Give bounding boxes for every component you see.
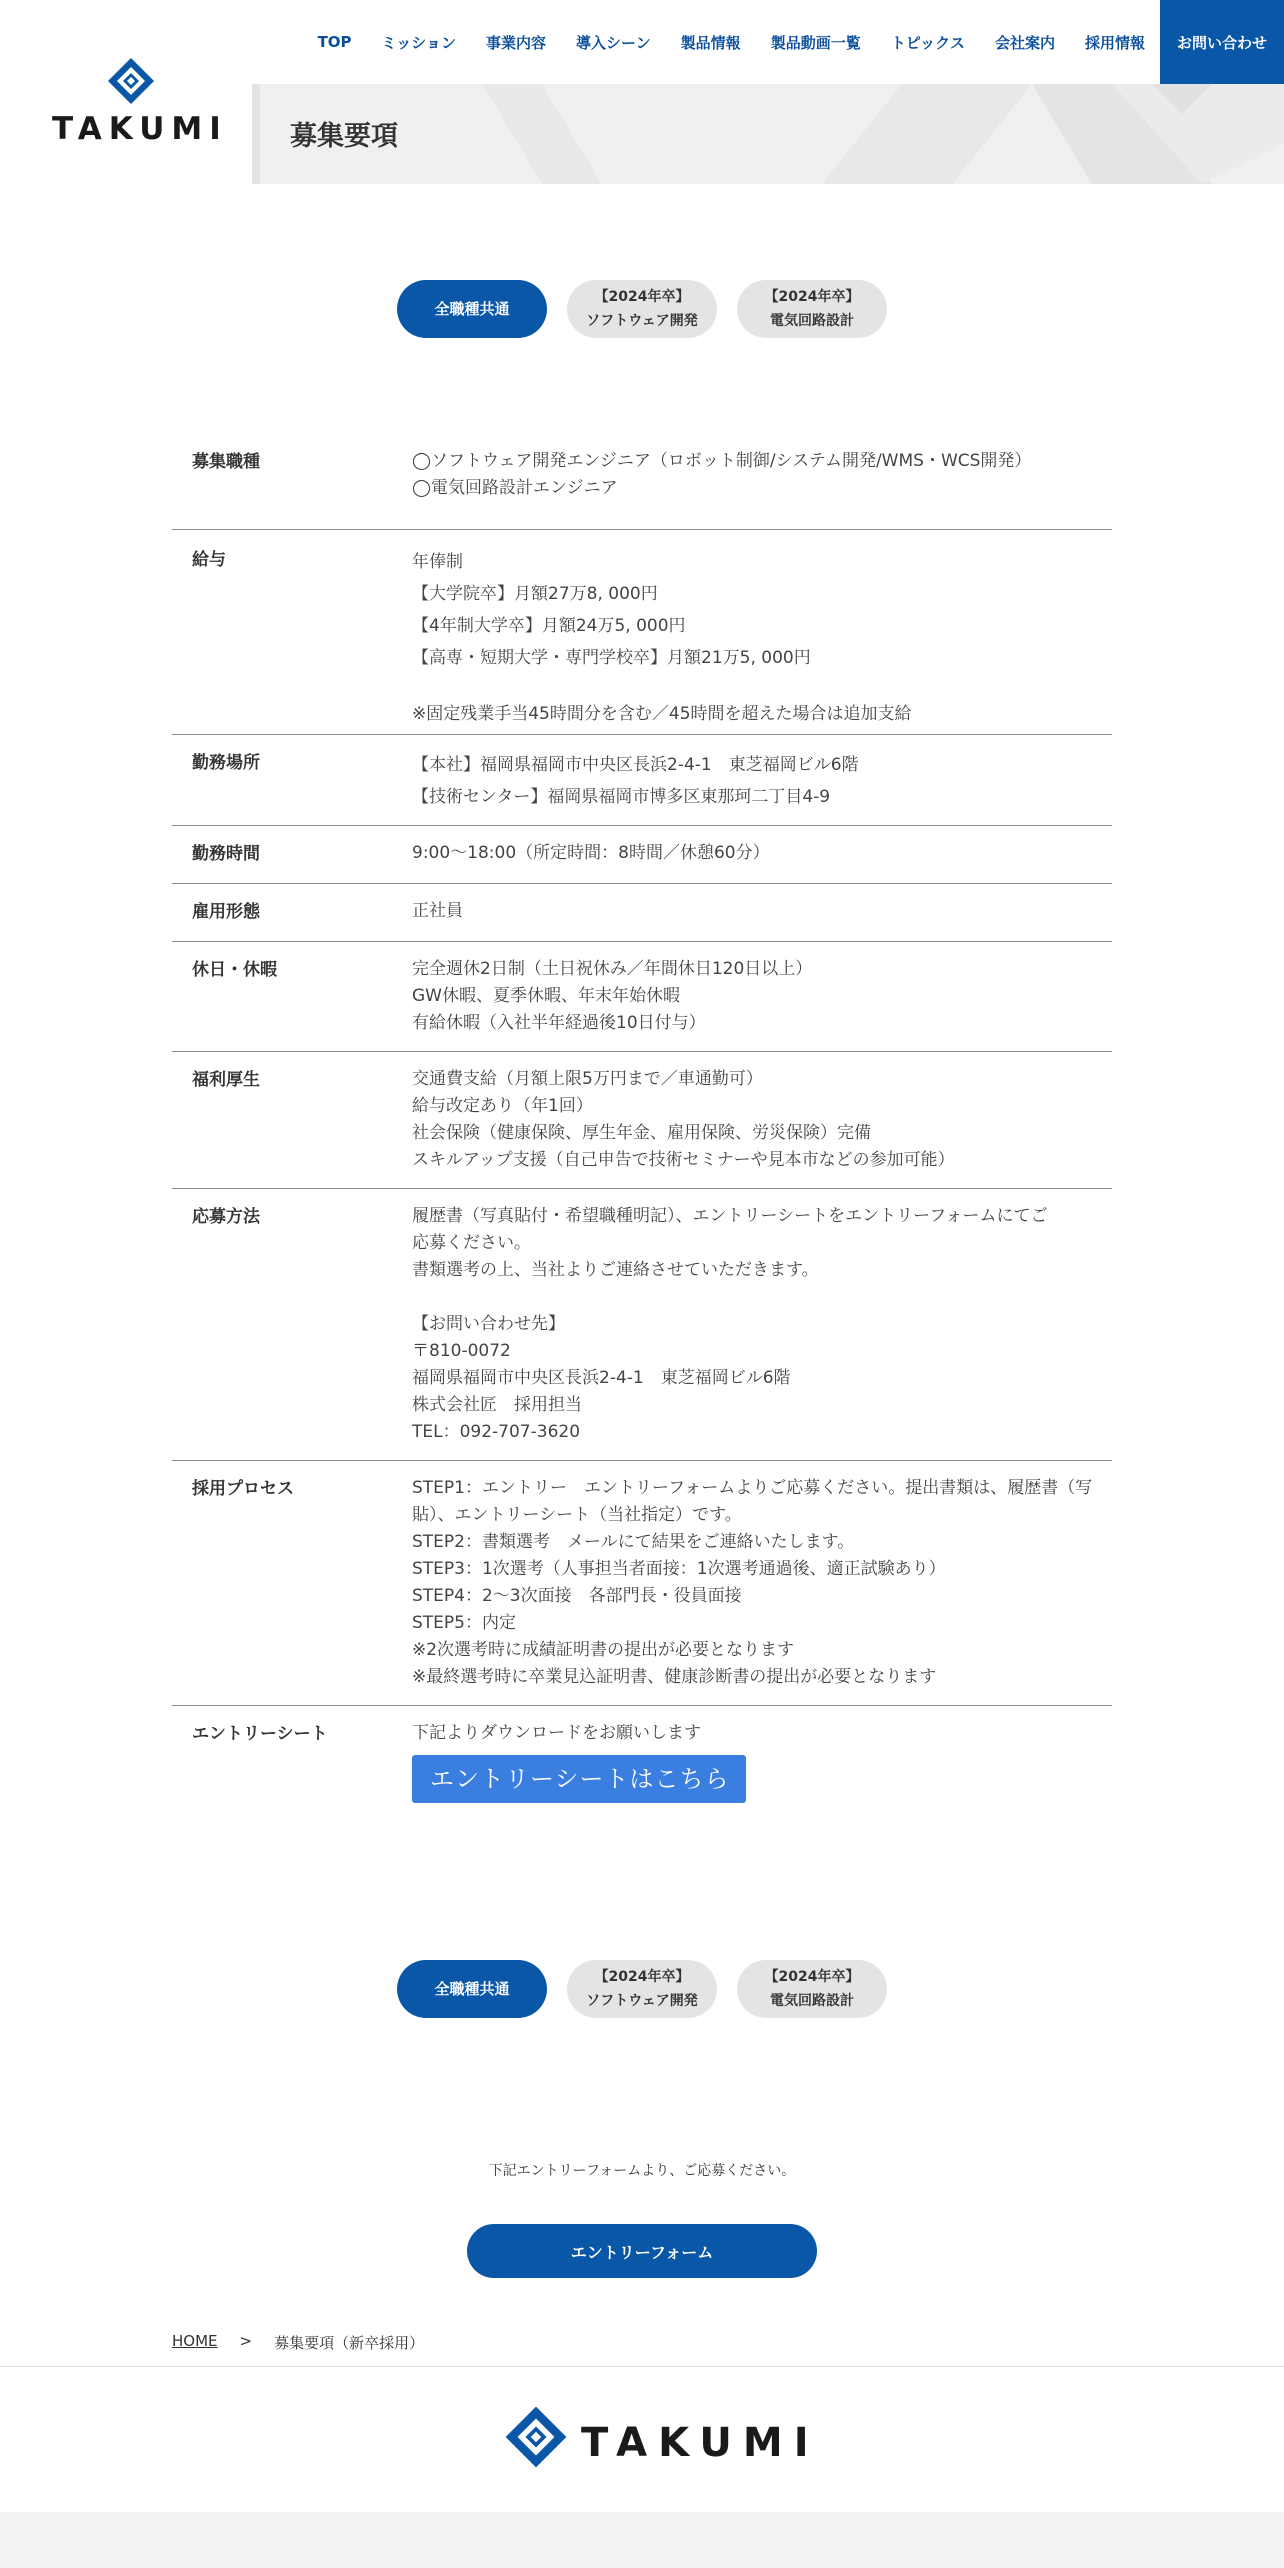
page-hero	[252, 84, 1284, 184]
table-row-hours	[172, 826, 1112, 884]
hero-pattern	[252, 84, 1284, 184]
value-line: 【お問い合わせ先】	[412, 1314, 565, 1334]
row-label: 福利厚生	[192, 1070, 260, 1090]
breadcrumb-home[interactable]: HOME	[172, 2332, 218, 2350]
hero-edge	[252, 84, 260, 184]
row-label: 給与	[192, 550, 226, 570]
nav-item-business[interactable]: 事業内容	[485, 33, 546, 52]
value-line: 履歴書（写真貼付・希望職種明記）、エントリーシートをエントリーフォームにてご	[412, 1206, 1048, 1226]
value-line: ※2次選考時に成績証明書の提出が必要となります	[412, 1640, 795, 1660]
value-line: 【大学院卒】月額27万8, 000円	[412, 584, 658, 604]
tab-label: 電気回路設計	[770, 1993, 854, 2009]
row-label: 勤務場所	[192, 753, 260, 773]
value-spacer	[412, 674, 1072, 701]
breadcrumb-current: 募集要項（新卒採用）	[274, 2334, 425, 2352]
table-row-process	[172, 1461, 1112, 1706]
row-value	[412, 546, 1072, 728]
diamond-logo-icon	[106, 56, 156, 106]
value-line: 下記よりダウンロードをお願いします	[412, 1723, 701, 1743]
tab-label: 【2024年卒】	[594, 1968, 690, 1985]
value-spacer	[412, 1284, 1072, 1311]
value-line: ※最終選考時に卒業見込証明書、健康診断書の提出が必要となります	[412, 1667, 937, 1687]
page-title: 募集要項	[290, 121, 398, 152]
row-value	[412, 956, 1072, 1037]
tab-label: 【2024年卒】	[594, 288, 690, 305]
value-line: 正社員	[412, 901, 463, 921]
value-line: 9:00〜18:00（所定時間：8時間／休憩60分）	[412, 843, 770, 863]
table-row-location	[172, 735, 1112, 826]
value-line: 貼）、エントリーシート（当社指定）です。	[412, 1505, 742, 1525]
value-line: ◯ソフトウェア開発エンジニア（ロボット制御/システム開発/WMS・WCS開発）	[412, 451, 1032, 471]
value-line: GW休暇、夏季休暇、年末年始休暇	[412, 986, 680, 1006]
entry-sheet-download-button[interactable]: エントリーシートはこちら	[412, 1755, 746, 1803]
value-line: STEP2：書類選考 メールにて結果をご連絡いたします。	[412, 1532, 855, 1552]
row-value	[412, 840, 1072, 869]
value-line: ◯電気回路設計エンジニア	[412, 478, 618, 498]
nav-item-topics[interactable]: トピックス	[890, 33, 965, 52]
value-line: 完全週休2日制（土日祝休み／年間休日120日以上）	[412, 959, 813, 979]
value-line: STEP4：2〜3次面接 各部門長・役員面接	[412, 1586, 742, 1606]
value-line: STEP5：内定	[412, 1613, 516, 1633]
tab-circuit[interactable]	[737, 1960, 887, 2018]
row-label: 休日・休暇	[192, 960, 277, 980]
value-line: 【高専・短期大学・専門学校卒】月額21万5, 000円	[412, 648, 811, 668]
row-label: 応募方法	[192, 1207, 260, 1227]
diamond-logo-icon	[503, 2404, 569, 2470]
footer-logo[interactable]	[503, 2404, 820, 2474]
nav-item-products[interactable]: 製品情報	[680, 33, 741, 52]
entry-guide-text: 下記エントリーフォームより、ご応募ください。	[488, 2163, 796, 2179]
row-value	[412, 1066, 1072, 1174]
value-line: 株式会社匠 採用担当	[412, 1395, 582, 1415]
tab-label: ソフトウェア開発	[586, 313, 698, 329]
row-value	[412, 1475, 1093, 1691]
row-value	[412, 1203, 1072, 1446]
table-row-positions	[172, 427, 1112, 530]
tab-all-jobs[interactable]	[397, 1960, 547, 2018]
value-spacer	[412, 502, 1072, 529]
footer-divider	[0, 2366, 1284, 2367]
tab-label: 全職種共通	[434, 299, 510, 318]
nav-item-mission[interactable]: ミッション	[381, 33, 456, 52]
recruitment-table	[172, 427, 1112, 1803]
breadcrumb	[172, 2332, 424, 2353]
table-row-entry-sheet	[172, 1706, 1112, 1803]
header-logo[interactable]	[0, 0, 252, 184]
value-line: 有給休暇（入社半年経過後10日付与）	[412, 1013, 706, 1033]
footer-brand-name: TAKUMI	[581, 2420, 820, 2466]
tab-label: 【2024年卒】	[764, 288, 860, 305]
tab-label: ソフトウェア開発	[586, 1993, 698, 2009]
row-label: 採用プロセス	[192, 1479, 294, 1499]
category-tabs-bottom	[0, 1960, 1284, 2018]
row-label: 雇用形態	[192, 902, 260, 922]
value-line: 【技術センター】福岡県福岡市博多区東那珂二丁目4-9	[412, 787, 831, 807]
nav-item-scenes[interactable]: 導入シーン	[575, 33, 651, 52]
row-value	[412, 1720, 1072, 1803]
value-line: 応募ください。	[412, 1233, 531, 1253]
table-row-employment	[172, 884, 1112, 942]
table-row-salary	[172, 530, 1112, 735]
tab-label: 全職種共通	[434, 1979, 510, 1998]
tab-all-jobs[interactable]	[397, 280, 547, 338]
tab-software[interactable]	[567, 1960, 717, 2018]
category-tabs-top	[0, 280, 1284, 338]
value-line: 社会保険（健康保険、厚生年金、雇用保険、労災保険）完備	[412, 1123, 871, 1143]
tab-software[interactable]	[567, 280, 717, 338]
nav-contact-button[interactable]: お問い合わせ	[1160, 0, 1284, 84]
row-label: 募集職種	[192, 452, 260, 472]
value-line: 【4年制大学卒】月額24万5, 000円	[412, 616, 686, 636]
value-line: 福岡県福岡市中央区長浜2-4-1 東芝福岡ビル6階	[412, 1368, 791, 1388]
value-line: STEP1：エントリー エントリーフォームよりご応募ください。提出書類は、履歴書（写	[412, 1478, 1093, 1498]
value-line: ※固定残業手当45時間分を含む／45時間を超えた場合は追加支給	[412, 704, 912, 724]
value-line: 給与改定あり（年1回）	[412, 1096, 593, 1116]
breadcrumb-separator: >	[239, 2332, 253, 2350]
tab-label: 【2024年卒】	[764, 1968, 860, 1985]
footer-bar	[0, 2512, 1284, 2568]
nav-item-company[interactable]: 会社案内	[994, 33, 1055, 52]
brand-name: TAKUMI	[52, 111, 228, 147]
value-line: 交通費支給（月額上限5万円まで／車通勤可）	[412, 1069, 763, 1089]
value-line: 【本社】福岡県福岡市中央区長浜2-4-1 東芝福岡ビル6階	[412, 755, 859, 775]
tab-circuit[interactable]	[737, 280, 887, 338]
row-label: 勤務時間	[192, 844, 260, 864]
row-value	[412, 749, 1072, 813]
global-nav	[303, 0, 1284, 84]
row-label: エントリーシート	[192, 1724, 328, 1744]
nav-item-recruit[interactable]: 採用情報	[1084, 33, 1145, 52]
value-line: TEL：092-707-3620	[412, 1422, 581, 1442]
table-row-benefits	[172, 1052, 1112, 1189]
table-row-application	[172, 1189, 1112, 1461]
value-line: スキルアップ支援（自己申告で技術セミナーや見本市などの参加可能）	[412, 1150, 955, 1170]
row-value	[412, 448, 1072, 529]
value-line: 書類選考の上、当社よりご連絡させていただきます。	[412, 1260, 819, 1280]
entry-form-button[interactable]: エントリーフォーム	[467, 2224, 817, 2278]
table-row-holidays	[172, 942, 1112, 1052]
value-line: 〒810-0072	[412, 1341, 511, 1361]
value-line: 年俸制	[412, 552, 463, 572]
nav-item-top[interactable]: TOP	[317, 33, 352, 51]
row-value	[412, 898, 1072, 927]
tab-label: 電気回路設計	[770, 313, 854, 329]
value-line: STEP3：1次選考（人事担当者面接：1次選考通過後、適正試験あり）	[412, 1559, 946, 1579]
nav-item-videos[interactable]: 製品動画一覧	[770, 33, 861, 52]
